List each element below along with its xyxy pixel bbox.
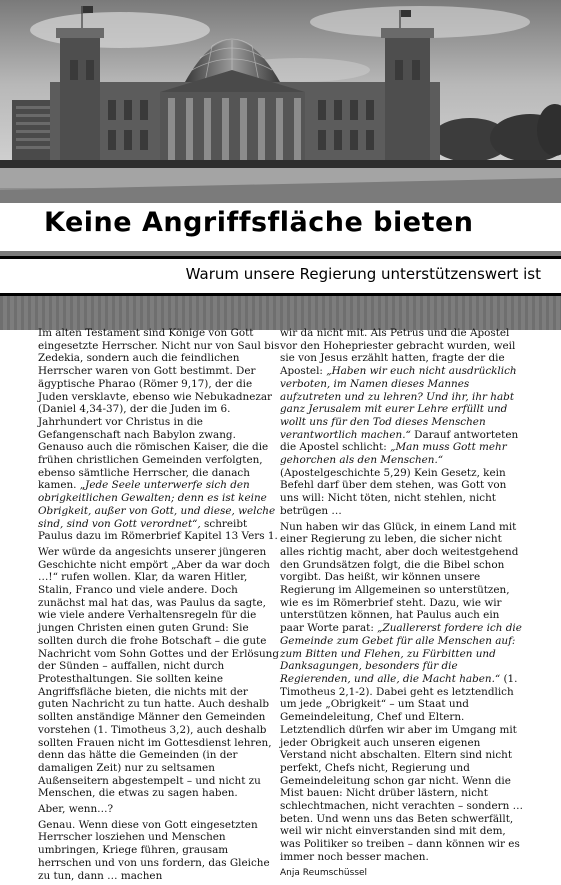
subheadline: Warum unsere Regierung unterstützenswert ist	[185, 265, 541, 283]
paragraph-text: Genau. Wenn diese von Gott eingesetzten Herrscher losziehen und Menschen umbringen, Kriege führen, grausam herrschen und von uns fordern, das Gleiche zu tun, dann … machen	[38, 818, 270, 882]
subheadline-band	[0, 256, 561, 296]
paragraph-text: (1. Timotheus 2,1-2). Dabei geht es letztendlich um jede „Obrigkeit“ – um Staat und Gemeindeleitung, Chef und Eltern. Letztendlich dürfen wir aber im Umgang mit jeder Obrigkeit auch unseren eigenen Verstand nicht abschalten. Eltern sind nicht perfekt, Chefs nicht, Regierung und Gemeindeleitung schon gar nicht. Wenn die Mist bauen: Nicht drüber lästern, nicht schlechtmachen, nicht verachten – sondern … beten. Und wenn uns das Beten schwerfällt, weil wir nicht einverstanden sind mit dem, was Politiker so treiben – dann können wir es immer noch besser machen.	[280, 672, 523, 863]
author-name: Anja Reumschüssel	[280, 867, 368, 878]
article-column-right	[280, 327, 523, 879]
paragraph-text: Nun haben wir das Glück, in einem Land mit einer Regierung zu leben, die sicher nicht alles richtig macht, aber doch weitestgehend den Grundsätzen folgt, die die Bibel schon vorgibt. Das heißt, wir können unsere Regierung im Allgemeinen so unterstützen, wie es im Römerbrief steht. Dazu, wie wir unterstützen können, hat Paulus auch ein paar Worte parat:	[280, 520, 519, 635]
paragraph-text: Wer würde da angesichts unserer jüngeren Geschichte nicht empört „Aber da war doch …!“ rufen wollen. Klar, da waren Hitler, Stalin, Franco und viele andere. Doch zunächst mal hat das, was Paulus da sagte, wie viele andere Verhaltensregeln für die jungen Christen einen guten Grund: Sie sollten durch die frohe Botschaft – die gute Nachricht vom Sohn Gottes und der Erlösung der Sünden – auffallen, nicht durch Protesthaltungen. Sie sollten keine Angriffsfläche bieten, die nichts mit der guten Nachricht zu tun hatte. Auch deshalb sollten anständige Männer den Gemeinden vorstehen (1. Timotheus 3,2), auch deshalb sollten Frauen nicht im Gottesdienst lehren, denn das hätte die Gemeinden (in der damaligen Zeit) nur zu seltsamen Außenseitern abgestempelt – und nicht zu Menschen, die etwas zu sagen haben.	[38, 545, 280, 800]
article-paragraph	[38, 819, 281, 883]
article-paragraph	[38, 546, 281, 800]
paragraph-text: Im alten Testament sind Könige von Gott eingesetzte Herrscher. Nicht nur von Saul bis Zedekia, sondern auch die feindlichen Herrscher waren von Gott bestimmt. Der ägyptische Pharao (Römer 9,17), der die Juden versklavte, ebenso wie Nebukadnezar (Daniel 4,34-37), der die Juden im 6. Jahrhundert vor Christus in die Gefangenschaft nach Babylon zwang. Genauso auch die römischen Kaiser, die die frühen christlichen Gemeinden verfolgten, ebenso sämtliche Herrscher, die danach kamen.	[38, 327, 280, 492]
article-paragraph	[38, 327, 281, 543]
article-paragraph	[280, 521, 523, 864]
headline: Keine Angriffsfläche bieten	[44, 207, 474, 238]
paragraph-text: (Apostelgeschichte 5,29) Kein Gesetz, kein Befehl darf über dem stehen, was Gott von uns will: Nicht töten, nicht stehlen, nicht betrügen …	[280, 466, 507, 517]
paragraph-text: Darauf antworteten die Apostel schlicht:	[280, 428, 519, 454]
article-paragraph	[280, 327, 523, 518]
bible-quote: „Haben wir euch nicht ausdrücklich verboten, im Namen dieses Mannes aufzutreten und zu lehren? Und ihr, ihr habt ganz Jerusalem mit eurer Lehre erfüllt und wollt uns für den Tod dieses Menschen verantwortlich machen.“	[280, 365, 517, 441]
bible-quote: „Zuallererst fordere ich die Gemeinde zum Gebet für alle Menschen auf: zum Bitten und Flehen, zu Fürbitten und Danksagungen, besonders für die Regierenden, und alle, die Macht haben.“	[280, 622, 522, 685]
article-column-left	[38, 327, 281, 885]
headline-band	[0, 203, 561, 251]
paragraph-text: schreibt Paulus dazu im Römerbrief Kapitel 13 Vers 1.	[38, 517, 278, 543]
bible-quote: „Jede Seele unterwerfe sich den obrigkeitlichen Gewalten; denn es ist keine Obrigkeit, außer von Gott, und diese, welche sind, sind von Gott verordnet“,	[38, 479, 276, 530]
article-paragraph	[38, 803, 281, 816]
lawn-stripe	[0, 296, 561, 330]
paragraph-text: wir da nicht mit. Als Petrus und die Apostel vor den Hohepriester gebracht wurden, weil sie von Jesus erzählt hatten, fragte der die Apostel:	[280, 327, 516, 378]
bible-quote: „Man muss Gott mehr gehorchen als den Menschen.“	[280, 441, 507, 467]
paragraph-text: Aber, wenn…?	[38, 803, 114, 816]
